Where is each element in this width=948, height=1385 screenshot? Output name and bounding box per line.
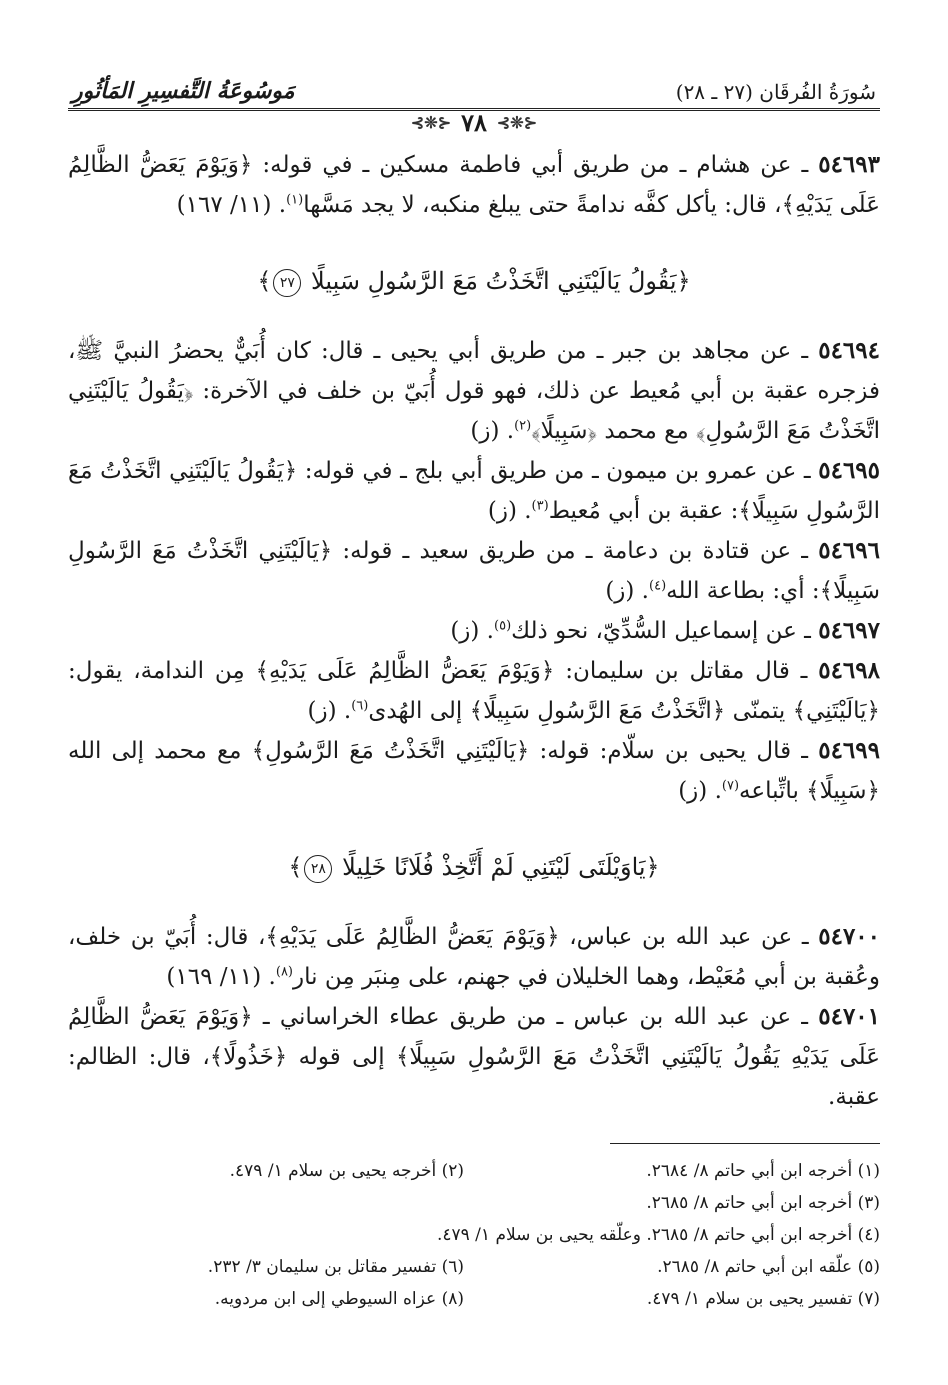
footnote-marker: (٤) bbox=[649, 578, 667, 594]
entry-number: ٥٤٦٩٦ bbox=[818, 537, 880, 564]
footnotes bbox=[68, 1156, 880, 1314]
entry-number: ٥٤٧٠١ bbox=[818, 1003, 881, 1030]
footnote-5: (٥) علّقه ابن أبي حاتم ٨/ ٢٦٨٥. bbox=[657, 1257, 880, 1277]
footnote-divider bbox=[610, 1143, 880, 1144]
entry-54701 bbox=[68, 997, 880, 1117]
verse-number-marker: ٢٨ bbox=[304, 855, 332, 883]
entry-text: ـ عن عبد الله بن عباس، ﴿وَيَوْمَ يَعَضُّ الظَّالِمُ عَلَى يَدَيْهِ﴾، قال: أُبَيّ بن خلف، وعُقبة بن أبي مُعَيْط، وهما الخليلان في جهنم، على مِنبَر مِن نار bbox=[68, 924, 880, 990]
verse-number-marker: ٢٧ bbox=[273, 269, 301, 297]
entry-text: ـ عن مجاهد بن جبر ـ من طريق أبي يحيى ـ قال: كان أُبَيٌّ يحضرُ النبيَّ ﷺ، فزجره عقبة بن أبي مُعيط عن ذلك، فهو قول أُبَيّ بن خلف في الآخرة: ﴿يَقُولُ يَالَيْتَنِي اتَّخَذْتُ مَعَ الرَّسُولِ﴾ مع محمد ﴿سَبِيلًا﴾ bbox=[68, 338, 880, 444]
volume-reference: . (١١/ ١٦٧) bbox=[176, 192, 287, 218]
book-title: مَوسُوعَةُ التَّفسِيرِ المَأثُورِ bbox=[72, 78, 295, 104]
footnote-8: (٨) عزاه السيوطي إلى ابن مردويه. bbox=[214, 1289, 464, 1309]
page-number: ٧٨ bbox=[461, 107, 487, 137]
entry-54695 bbox=[68, 451, 880, 531]
surah-title: سُورَةُ الفُرقَان (٢٧ ـ ٢٨) bbox=[675, 80, 876, 104]
volume-reference: . (ز) bbox=[605, 578, 649, 604]
volume-reference: . (ز) bbox=[678, 778, 722, 804]
entry-number: ٥٤٧٠٠ bbox=[818, 923, 881, 950]
ornament-icon: ⊰❊⊱ bbox=[410, 112, 452, 132]
footnote-7: (٧) تفسير يحيى بن سلام ١/ ٤٧٩. bbox=[646, 1289, 880, 1309]
footnote-2: (٢) أخرجه يحيى بن سلام ١/ ٤٧٩. bbox=[229, 1161, 464, 1181]
entry-54700 bbox=[68, 917, 880, 997]
verse-text: ﴿يَاوَيْلَتَى لَيْتَنِي لَمْ أَتَّخِذْ فُلَانًا خَلِيلًا bbox=[342, 853, 660, 881]
entry-number: ٥٤٦٩٧ bbox=[818, 617, 880, 644]
entry-number: ٥٤٦٩٣ bbox=[818, 151, 880, 178]
entry-54698 bbox=[68, 651, 880, 731]
volume-reference: . (١١/ ١٦٩) bbox=[166, 964, 276, 990]
verse-text: ﴿يَقُولُ يَالَيْتَنِي اتَّخَذْتُ مَعَ الرَّسُولِ سَبِيلًا bbox=[311, 267, 691, 295]
entry-54696 bbox=[68, 531, 880, 611]
entry-text: ـ عن قتادة بن دعامة ـ من طريق سعيد ـ قوله: ﴿يَالَيْتَنِي اتَّخَذْتُ مَعَ الرَّسُولِ سَبِيلًا﴾: أي: بطاعة الله bbox=[68, 538, 880, 604]
entry-54699 bbox=[68, 731, 880, 811]
entry-54693 bbox=[68, 145, 880, 225]
verse-heading-27 bbox=[68, 261, 880, 301]
footnote-6: (٦) تفسير مقاتل بن سليمان ٣/ ٢٣٢. bbox=[207, 1257, 464, 1277]
footnote-marker: (٥) bbox=[494, 618, 512, 634]
volume-reference: . (ز) bbox=[470, 418, 515, 444]
verse-close-bracket: ﴾ bbox=[288, 853, 303, 881]
running-head bbox=[68, 60, 880, 111]
page-number-row bbox=[68, 109, 880, 135]
verse-close-bracket: ﴾ bbox=[257, 267, 272, 295]
entry-text: ـ عن عمرو بن ميمون ـ من طريق أبي بلج ـ في قوله: ﴿يَقُولُ يَالَيْتَنِي اتَّخَذْتُ مَعَ الرَّسُولِ سَبِيلًا﴾: عقبة بن أبي مُعيط bbox=[68, 458, 880, 524]
entry-54694 bbox=[68, 331, 880, 451]
page bbox=[68, 60, 880, 1345]
volume-reference: . (ز) bbox=[487, 498, 532, 524]
footnote-marker: (٨) bbox=[275, 964, 293, 980]
entry-text: ـ عن عبد الله بن عباس ـ من طريق عطاء الخراساني ـ ﴿وَيَوْمَ يَعَضُّ الظَّالِمُ عَلَى يَدَيْهِ يَقُولُ يَالَيْتَنِي اتَّخَذْتُ مَعَ الرَّسُولِ سَبِيلًا﴾ إلى قوله ﴿خَذُولًا﴾، قال: الظالم: عقبة. bbox=[68, 1004, 880, 1110]
volume-reference: . (ز) bbox=[307, 698, 352, 724]
volume-reference: . (ز) bbox=[450, 618, 494, 644]
entry-number: ٥٤٦٩٨ bbox=[818, 657, 880, 684]
footnote-3: (٣) أخرجه ابن أبي حاتم ٨/ ٢٦٨٥. bbox=[646, 1193, 880, 1213]
footnote-marker: (٢) bbox=[514, 418, 532, 434]
entry-number: ٥٤٦٩٩ bbox=[818, 737, 880, 764]
footnote-marker: (٦) bbox=[351, 698, 369, 714]
footnote-marker: (٧) bbox=[721, 778, 740, 794]
entry-number: ٥٤٦٩٤ bbox=[818, 337, 880, 364]
footnote-4: (٤) أخرجه ابن أبي حاتم ٨/ ٢٦٨٥. وعلّقه يحيى بن سلام ١/ ٤٧٩. bbox=[436, 1225, 880, 1245]
footnote-marker: (١) bbox=[286, 192, 304, 208]
footnote-1: (١) أخرجه ابن أبي حاتم ٨/ ٢٦٨٤. bbox=[646, 1161, 880, 1181]
entry-text: ـ عن هشام ـ من طريق أبي فاطمة مسكين ـ في قوله: ﴿وَيَوْمَ يَعَضُّ الظَّالِمُ عَلَى يَدَيْهِ﴾، قال: يأكل كفَّه ندامةً حتى يبلغ منكبه، لا يجد مَسَّها bbox=[68, 152, 880, 218]
entry-text: ـ قال يحيى بن سلّام: قوله: ﴿يَالَيْتَنِي اتَّخَذْتُ مَعَ الرَّسُولِ﴾ مع محمد إلى الله ﴿سَبِيلًا﴾ باتِّباعه bbox=[68, 738, 880, 804]
ornament-icon: ⊰❊⊱ bbox=[496, 112, 538, 132]
footnote-marker: (٣) bbox=[531, 498, 549, 514]
entry-number: ٥٤٦٩٥ bbox=[818, 457, 881, 484]
entry-text: ـ قال مقاتل بن سليمان: ﴿وَيَوْمَ يَعَضُّ الظَّالِمُ عَلَى يَدَيْهِ﴾ مِن الندامة، يقول: ﴿يَالَيْتَنِي﴾ يتمنّى ﴿اتَّخَذْتُ مَعَ الرَّسُولِ سَبِيلًا﴾ إلى الهُدى bbox=[68, 658, 880, 724]
verse-heading-28 bbox=[68, 847, 880, 887]
entry-54697 bbox=[68, 611, 880, 651]
entry-text: ـ عن إسماعيل السُّدِّيّ، نحو ذلك bbox=[511, 618, 811, 644]
